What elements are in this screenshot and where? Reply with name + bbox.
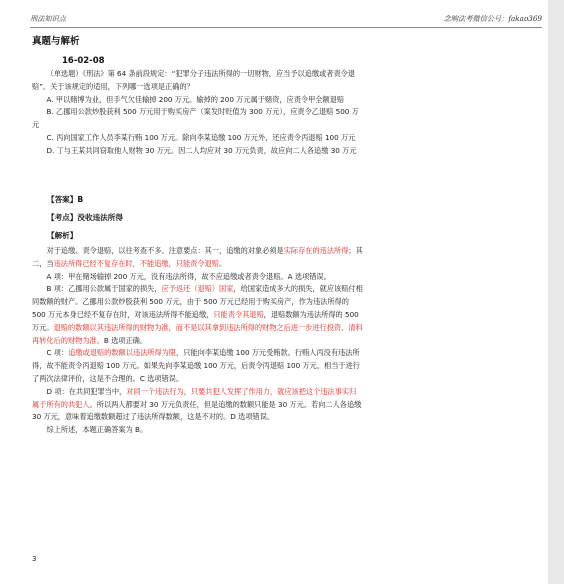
- question-block: [32, 68, 363, 158]
- analysis-a: A 项：甲在赌场输掉 200 万元，没有违法所得，故不应追缴或者责令退赔。A 选项错误。: [46, 271, 331, 281]
- answer-tag: 【答案】B: [47, 195, 84, 204]
- header-left-text: 刑法知识点: [30, 14, 66, 23]
- header-divider: [30, 27, 542, 28]
- question-number: 16-02-08: [62, 56, 105, 66]
- option-c: C. 丙向国家工作人员李某行贿 100 万元。除向李某追缴 100 万元外，还应责令丙退赔 100 万元: [46, 132, 356, 142]
- section-title: 真题与解析: [32, 36, 80, 47]
- point-tag: 【考点】没收违法所得: [47, 213, 123, 222]
- option-b: B. 乙挪用公款炒股获利 500 万元用于购买房产（案发时贬值为 300 万元），应责令乙退赔 500 万元: [32, 107, 359, 130]
- page-header: [30, 14, 542, 24]
- analysis-intro: 对于追缴、责令退赔，以往考查不多。注意要点：其一，追缴的对象必须是实际存在的违法所得；其二，当违法所得已经不复存在时，不能追缴，只能责令退赔。: [32, 246, 363, 268]
- option-a: A. 甲以赌博为业，但手气欠佳输掉 200 万元。输掉的 200 万元属于赌资，应责令甲全额退赔: [46, 94, 345, 104]
- page-number: 3: [32, 555, 37, 563]
- analysis-b: B 项：乙挪用公款属于国家的损失，应予返还（退赔）国家，给国家造成多大的损失，就应该赔付相同数额的财产。乙挪用公款炒股获利 500 万元，由于 500 万元已经用于购买房产，作为违法所得的 500 万元本身已经不复存在时，对该违法所得不能追缴，只能责令其退赔，退赔数额为违法所得的 500 万元。退赔的数额以其违法所得的财物为准，而不是以其拿到违法所得的财物之后进一步进行投资、清料再转化后的财物为准。B 选项正确。: [32, 284, 363, 345]
- option-d: D. 丁与王某共同窃取他人财物 30 万元。因二人均应对 30 万元负责，故应向二人各追缴 30 万元: [46, 145, 357, 155]
- analysis-c: C 项：追缴或退赔的数额以违法所得为限，只能向李某追缴 100 万元受贿款。行贿人丙没有违法所得，故不能责令丙退赔 100 万元。如果先向李某追缴 100 万元，后责令丙退赔 100 万元，相当于进行了两次法律评价，这是不合理的。C 选项错误。: [32, 348, 360, 383]
- analysis-block: [32, 245, 363, 437]
- header-right-text: 念响法考微信公号：fakao369: [443, 14, 542, 23]
- question-stem: （单选题）《刑法》第 64 条前段规定：“犯罪分子违法所得的一切财物，应当予以追缴或者责令退赔”。关于该规定的适用，下列哪一选项是正确的？: [32, 69, 356, 91]
- analysis-conclusion: 综上所述，本题正确答案为 B。: [46, 425, 148, 435]
- analysis-d: D 项：在共同犯罪当中，对同一个违法行为，只要共犯人发挥了作用力，就应该把这个违法事实归属于所有的共犯人。所以两人都要对 30 万元负责任，但是追缴的数额只能是 30 万元。若向二人各追缴 30 万元，意味着追缴数额超过了违法所得数额，这是不对的。D 选项错误。: [32, 386, 362, 422]
- analysis-tag: 【解析】: [47, 231, 78, 240]
